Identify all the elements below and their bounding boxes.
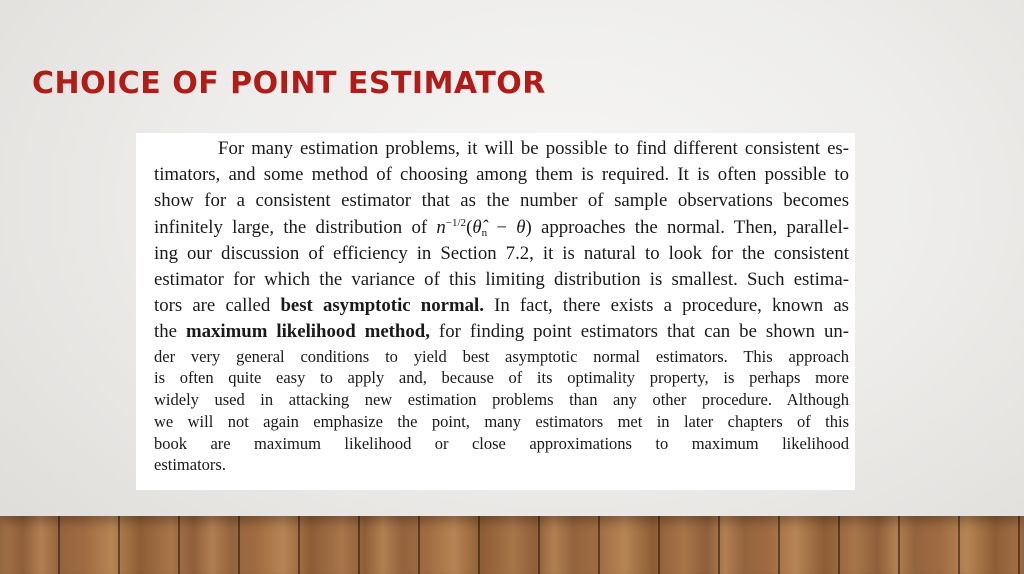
excerpt-text: the [154,321,186,343]
excerpt-line: we will not again emphasize the point, many estimators met in later chapters of this [154,411,849,431]
slide-title: CHOICE OF POINT ESTIMATOR [32,66,546,101]
limit-distribution-formula [436,217,531,238]
formula-close-paren: ) [525,216,532,238]
excerpt-line-with-term [154,293,849,319]
excerpt-line: ing our discussion of efficiency in Section 7.2, it is natural to look for the consistent [154,242,849,264]
term-maximum-likelihood-method: maximum likelihood method, [185,321,430,343]
excerpt-line: widely used in attacking new estimation problems than any other procedure. Although [154,390,849,410]
excerpt-text: for finding point estimators that can be shown un- [429,321,850,343]
excerpt-line: For many estimation problems, it will be possible to find different consistent es- [218,138,849,159]
excerpt-text: tors are called [154,295,281,317]
formula-exponent: −1/2 [445,216,467,229]
excerpt-line: timators, and some method of choosing among them is required. It is often possible to [154,164,849,186]
excerpt-line: estimators. [154,455,226,475]
excerpt-text: approaches the normal. Then, parallel- [531,216,850,238]
excerpt-text: infinitely large, the distribution of [154,216,437,238]
formula-minus: − [487,216,517,238]
wooden-floor-decoration [0,516,1024,574]
excerpt-line: book are maximum likelihood or close approximations to maximum likelihood [154,433,849,453]
excerpt-line-with-formula [154,215,849,241]
excerpt-text: In fact, there exists a procedure, known as [483,295,849,317]
excerpt-line: der very general conditions to yield best asymptotic normal estimators. This approach [154,346,849,366]
formula-theta: θ [516,216,526,238]
formula-theta-hat: θ̂ [472,216,482,238]
excerpt-line: estimator for which the variance of this limiting distribution is smallest. Such estima- [154,268,849,290]
excerpt-line: is often quite easy to apply and, because of its optimality property, is perhaps more [154,368,849,388]
formula-subscript-n: n [481,226,488,239]
excerpt-line-with-term [154,319,849,345]
excerpt-line: show for a consistent estimator that as the number of sample observations becomes [154,190,849,212]
textbook-excerpt [136,133,855,490]
formula-open-paren: ( [466,216,473,238]
formula-n: n [436,216,446,238]
term-best-asymptotic-normal: best asymptotic normal. [280,295,484,317]
